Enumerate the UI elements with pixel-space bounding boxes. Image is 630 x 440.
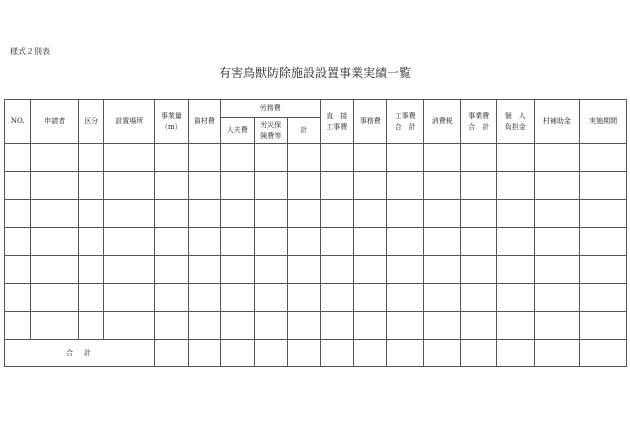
table-cell[interactable]: [534, 228, 580, 256]
table-cell[interactable]: [254, 228, 287, 256]
total-cell[interactable]: [387, 340, 424, 367]
col-construction-total: [387, 100, 424, 144]
table-cell[interactable]: [387, 144, 424, 172]
table-cell[interactable]: [79, 284, 104, 312]
col-labor-insurance-line1: 労災保: [260, 121, 282, 129]
table-cell[interactable]: [423, 144, 461, 172]
total-cell[interactable]: [221, 340, 254, 367]
table-cell[interactable]: [461, 284, 497, 312]
col-personal-share: [496, 100, 534, 144]
table-cell[interactable]: [353, 144, 386, 172]
table-cell[interactable]: [31, 312, 79, 340]
table-row: [5, 200, 627, 228]
table-cell[interactable]: [580, 200, 627, 228]
table-cell[interactable]: [188, 312, 220, 340]
table-cell[interactable]: [79, 312, 104, 340]
table-cell[interactable]: [423, 284, 461, 312]
table-cell[interactable]: [288, 312, 320, 340]
table-cell[interactable]: [104, 312, 155, 340]
table-cell[interactable]: [188, 144, 220, 172]
table-cell[interactable]: [580, 256, 627, 284]
col-quantity: [155, 100, 188, 144]
table-cell[interactable]: [5, 228, 31, 256]
document-title: 有害鳥獣防除施設設置事業実績一覧: [218, 66, 411, 80]
col-construction-total-line1: 工事費: [394, 112, 416, 120]
col-labor-insurance-line2: 険費等: [260, 131, 282, 140]
total-cell[interactable]: [534, 340, 580, 367]
table-cell[interactable]: [580, 144, 627, 172]
table-cell[interactable]: [5, 256, 31, 284]
table-cell[interactable]: [288, 172, 320, 200]
table-row: [5, 172, 627, 200]
table-cell[interactable]: [387, 256, 424, 284]
table-cell[interactable]: [461, 200, 497, 228]
total-row: [5, 340, 627, 367]
table-cell[interactable]: [387, 200, 424, 228]
table-cell[interactable]: [496, 284, 534, 312]
total-cell[interactable]: [461, 340, 497, 367]
table-cell[interactable]: [534, 172, 580, 200]
col-location: 設置場所: [104, 100, 155, 144]
table-cell[interactable]: [5, 172, 31, 200]
table-cell[interactable]: [461, 144, 497, 172]
table-cell[interactable]: [534, 284, 580, 312]
table-cell[interactable]: [423, 200, 461, 228]
table-body: [5, 144, 627, 367]
table-cell[interactable]: [155, 284, 188, 312]
table-cell[interactable]: [221, 144, 254, 172]
table-cell[interactable]: [387, 312, 424, 340]
table-cell[interactable]: [353, 256, 386, 284]
table-cell[interactable]: [353, 284, 386, 312]
total-cell[interactable]: [254, 340, 287, 367]
table-cell[interactable]: [496, 172, 534, 200]
table-cell[interactable]: [79, 172, 104, 200]
table-cell[interactable]: [254, 144, 287, 172]
table-cell[interactable]: [353, 228, 386, 256]
col-personal-share-line2: 負担金: [504, 122, 526, 131]
results-table: [4, 99, 627, 367]
col-village-subsidy: 村補助金: [534, 100, 580, 144]
table-cell[interactable]: [79, 144, 104, 172]
col-consumption-tax: 消費税: [423, 100, 461, 144]
table-cell[interactable]: [221, 284, 254, 312]
table-cell[interactable]: [254, 256, 287, 284]
table-cell[interactable]: [155, 256, 188, 284]
table-cell[interactable]: [496, 228, 534, 256]
table-cell[interactable]: [496, 256, 534, 284]
table-cell[interactable]: [5, 200, 31, 228]
col-quantity-label: 事業量: [160, 112, 182, 120]
table-cell[interactable]: [353, 312, 386, 340]
table-cell[interactable]: [5, 312, 31, 340]
table-cell[interactable]: [320, 284, 353, 312]
col-labor-insurance: [254, 118, 287, 144]
table-cell[interactable]: [353, 172, 386, 200]
table-cell[interactable]: [221, 228, 254, 256]
col-personal-share-line1: 個 人: [504, 112, 526, 120]
table-cell[interactable]: [104, 228, 155, 256]
total-cell[interactable]: [353, 340, 386, 367]
table-cell[interactable]: [387, 172, 424, 200]
table-cell[interactable]: [31, 144, 79, 172]
table-cell[interactable]: [288, 256, 320, 284]
col-direct-cost-line2: 工事費: [326, 122, 348, 131]
table-cell[interactable]: [288, 228, 320, 256]
table-cell[interactable]: [534, 256, 580, 284]
form-number-label: 様式２別表: [10, 47, 50, 56]
table-cell[interactable]: [254, 284, 287, 312]
table-row: [5, 312, 627, 340]
table-cell[interactable]: [188, 228, 220, 256]
table-cell[interactable]: [387, 284, 424, 312]
col-period: 実施期間: [580, 100, 627, 144]
table-row: [5, 256, 627, 284]
table-cell[interactable]: [320, 172, 353, 200]
table-cell[interactable]: [534, 200, 580, 228]
total-cell[interactable]: [320, 340, 353, 367]
total-cell[interactable]: [423, 340, 461, 367]
total-cell[interactable]: [496, 340, 534, 367]
table-cell[interactable]: [461, 312, 497, 340]
table-cell[interactable]: [254, 172, 287, 200]
table-cell[interactable]: [221, 312, 254, 340]
col-construction-total-line2: 合 計: [394, 122, 416, 131]
table-cell[interactable]: [288, 284, 320, 312]
table-cell[interactable]: [288, 144, 320, 172]
table-cell[interactable]: [31, 172, 79, 200]
table-cell[interactable]: [320, 200, 353, 228]
table-cell[interactable]: [155, 312, 188, 340]
table-cell[interactable]: [580, 172, 627, 200]
table-row: [5, 228, 627, 256]
table-cell[interactable]: [387, 228, 424, 256]
table-cell[interactable]: [423, 256, 461, 284]
table-cell[interactable]: [534, 312, 580, 340]
table-cell[interactable]: [31, 200, 79, 228]
table-cell[interactable]: [188, 284, 220, 312]
table-cell[interactable]: [461, 228, 497, 256]
table-cell[interactable]: [79, 200, 104, 228]
table-cell[interactable]: [423, 312, 461, 340]
table-cell[interactable]: [320, 256, 353, 284]
table-cell[interactable]: [423, 172, 461, 200]
total-cell[interactable]: [155, 340, 188, 367]
table-cell[interactable]: [79, 256, 104, 284]
total-label: 合 計: [5, 340, 155, 367]
table-cell[interactable]: [31, 228, 79, 256]
table-cell[interactable]: [496, 312, 534, 340]
total-cell[interactable]: [288, 340, 320, 367]
table-cell[interactable]: [496, 200, 534, 228]
table-cell[interactable]: [79, 228, 104, 256]
table-cell[interactable]: [254, 312, 287, 340]
table-cell[interactable]: [188, 256, 220, 284]
col-no: NO.: [5, 100, 31, 144]
col-direct-cost-line1: 直 接: [326, 112, 348, 120]
table-cell[interactable]: [580, 312, 627, 340]
col-project-total-line1: 事業費: [468, 112, 490, 120]
table-header-row: [5, 100, 627, 118]
table-cell[interactable]: [31, 284, 79, 312]
table-cell[interactable]: [320, 228, 353, 256]
table-cell[interactable]: [104, 200, 155, 228]
table-cell[interactable]: [580, 284, 627, 312]
table-cell[interactable]: [188, 200, 220, 228]
table-cell[interactable]: [254, 200, 287, 228]
table-cell[interactable]: [155, 200, 188, 228]
table-cell[interactable]: [288, 200, 320, 228]
table-cell[interactable]: [104, 172, 155, 200]
col-project-total: [461, 100, 497, 144]
table-cell[interactable]: [221, 200, 254, 228]
col-materials: 資材費: [188, 100, 220, 144]
table-cell[interactable]: [155, 228, 188, 256]
table-row: [5, 144, 627, 172]
table-cell[interactable]: [188, 172, 220, 200]
total-cell[interactable]: [580, 340, 627, 367]
table-cell[interactable]: [353, 200, 386, 228]
table-cell[interactable]: [221, 172, 254, 200]
table-cell[interactable]: [496, 144, 534, 172]
table-cell[interactable]: [580, 228, 627, 256]
table-cell[interactable]: [461, 172, 497, 200]
table-cell[interactable]: [221, 256, 254, 284]
col-applicant: 申請者: [31, 100, 79, 144]
col-quantity-unit: （m）: [161, 122, 182, 131]
table-cell[interactable]: [5, 284, 31, 312]
table-cell[interactable]: [320, 144, 353, 172]
table-cell[interactable]: [104, 256, 155, 284]
table-cell[interactable]: [534, 144, 580, 172]
table-cell[interactable]: [423, 228, 461, 256]
table-cell[interactable]: [155, 172, 188, 200]
table-cell[interactable]: [5, 144, 31, 172]
table-cell[interactable]: [320, 312, 353, 340]
col-labor-wages: 人夫費: [221, 118, 254, 144]
col-labor-group: 労務費: [221, 100, 320, 118]
table-cell[interactable]: [104, 144, 155, 172]
col-category: 区分: [79, 100, 104, 144]
col-project-total-line2: 合 計: [468, 122, 490, 131]
table-cell[interactable]: [461, 256, 497, 284]
col-admin-cost: 事務費: [353, 100, 386, 144]
table-cell[interactable]: [104, 284, 155, 312]
col-direct-cost: [320, 100, 353, 144]
table-cell[interactable]: [155, 144, 188, 172]
table-cell[interactable]: [31, 256, 79, 284]
table-row: [5, 284, 627, 312]
col-labor-subtotal: 計: [288, 118, 320, 144]
total-cell[interactable]: [188, 340, 220, 367]
